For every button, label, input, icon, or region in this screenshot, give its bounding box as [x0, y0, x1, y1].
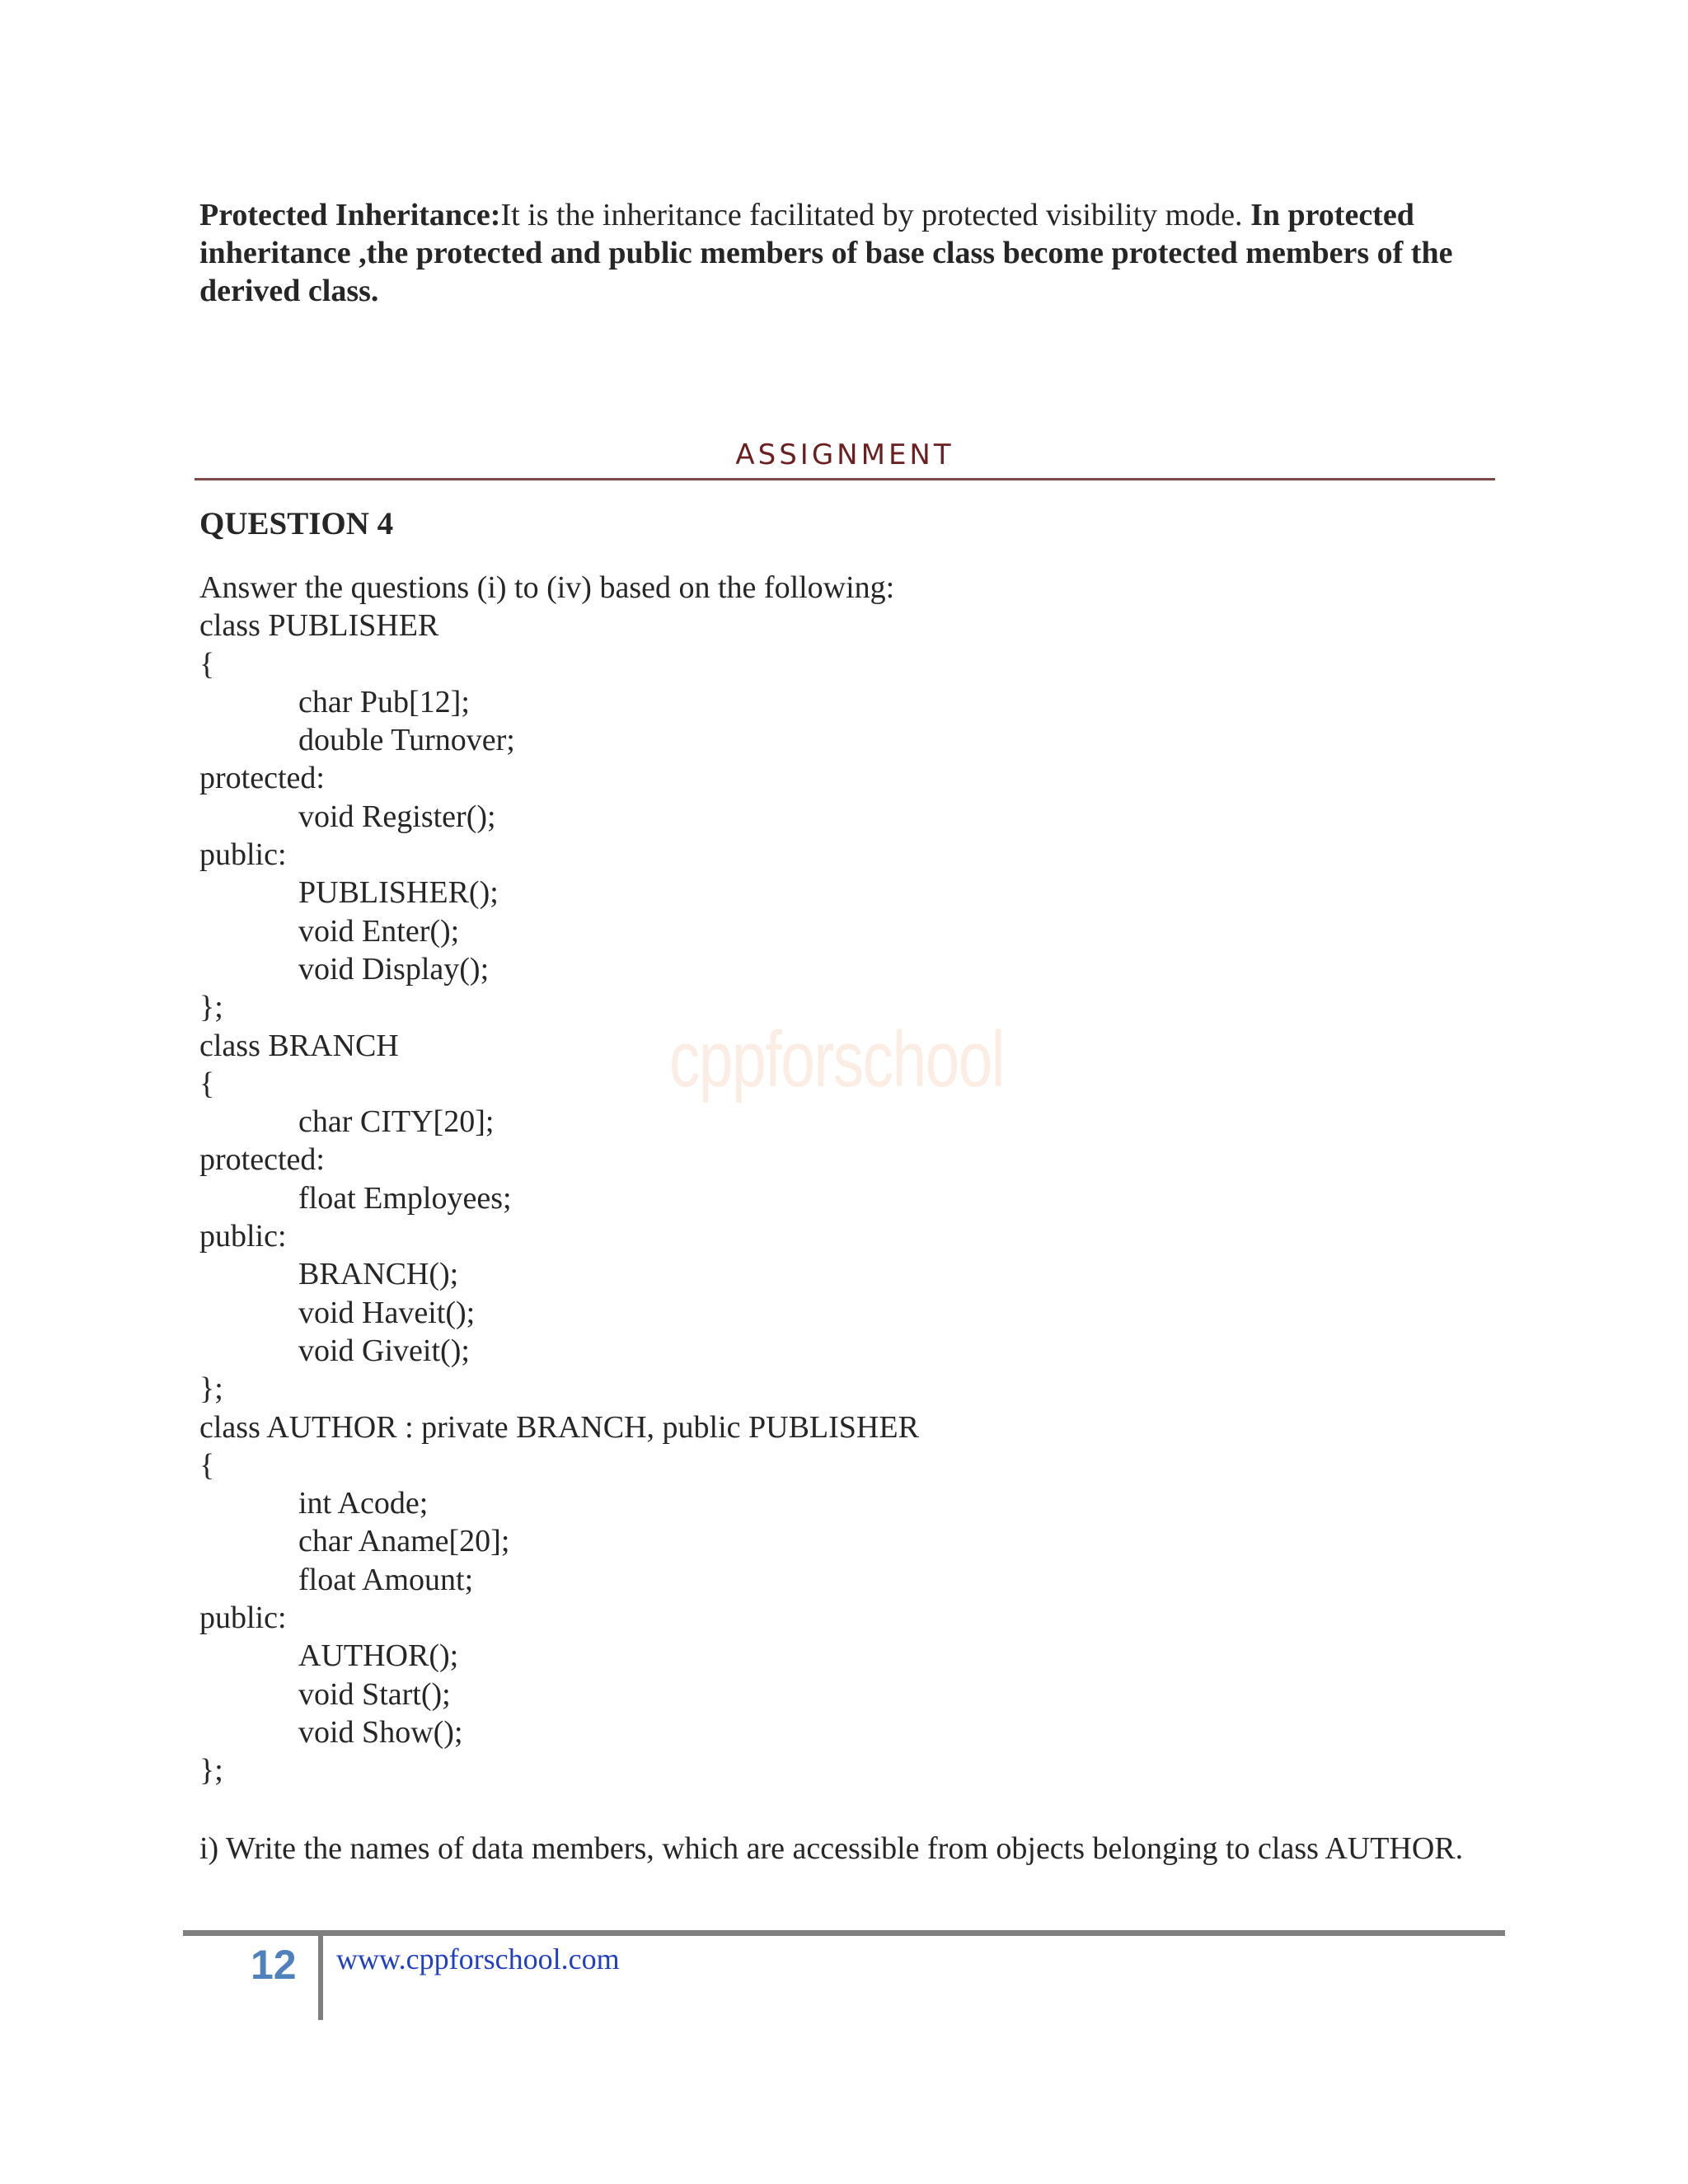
code-line: void Giveit();: [298, 1333, 470, 1368]
code-line: PUBLISHER();: [298, 875, 499, 911]
code-line: class PUBLISHER: [199, 608, 439, 644]
question-title: QUESTION 4: [199, 506, 394, 541]
intro-term: Protected Inheritance:: [199, 198, 501, 232]
code-line: {: [199, 1447, 215, 1483]
intro-emphasis: In protected inheritance ,the protected and public members of base class become protected members of the derived class.: [199, 198, 1453, 308]
footer-divider: [318, 1936, 323, 2020]
code-line: public:: [199, 1601, 287, 1636]
code-line: {: [199, 646, 215, 682]
code-line: void Start();: [298, 1676, 451, 1712]
code-line: double Turnover;: [298, 723, 515, 758]
code-line: void Register();: [298, 799, 496, 834]
question-i: i) Write the names of data members, which are accessible from objects belonging to class AUTHOR.: [199, 1831, 1464, 1866]
intro-paragraph: [199, 196, 1502, 310]
code-line: char Pub[12];: [298, 684, 470, 719]
code-line: };: [199, 990, 223, 1025]
code-line: void Display();: [298, 951, 490, 987]
code-line: AUTHOR();: [298, 1638, 459, 1674]
code-line: };: [199, 1753, 223, 1788]
code-line: int Acode;: [298, 1486, 429, 1521]
code-line: protected:: [199, 761, 325, 796]
page-number: 12: [251, 1942, 297, 1988]
code-line: protected:: [199, 1142, 325, 1178]
question-body: [199, 569, 1502, 1790]
code-line: {: [199, 1066, 215, 1101]
code-line: char CITY[20];: [298, 1104, 495, 1140]
code-line: void Haveit();: [298, 1295, 476, 1330]
code-line: BRANCH();: [298, 1257, 459, 1292]
intro-definition: It is the inheritance facilitated by protected visibility mode.: [500, 198, 1251, 232]
section-heading-text: ASSIGNMENT: [735, 438, 954, 471]
code-line: void Enter();: [298, 913, 460, 949]
code-line: Answer the questions (i) to (iv) based on the following:: [199, 570, 895, 605]
code-line: char Aname[20];: [298, 1524, 510, 1559]
code-line: public:: [199, 837, 287, 873]
code-line: class AUTHOR : private BRANCH, public PUBLISHER: [199, 1409, 919, 1445]
code-line: public:: [199, 1219, 287, 1254]
footer-website-link[interactable]: www.cppforschool.com: [336, 1943, 620, 1975]
code-line: };: [199, 1371, 223, 1407]
watermark-logo: cppforschool: [669, 1015, 1004, 1104]
footer-rule: [183, 1930, 1505, 1936]
code-line: class BRANCH: [199, 1028, 399, 1063]
code-line: float Amount;: [298, 1562, 474, 1597]
section-heading: [195, 435, 1495, 480]
code-line: float Employees;: [298, 1180, 512, 1216]
code-line: void Show();: [298, 1714, 463, 1750]
